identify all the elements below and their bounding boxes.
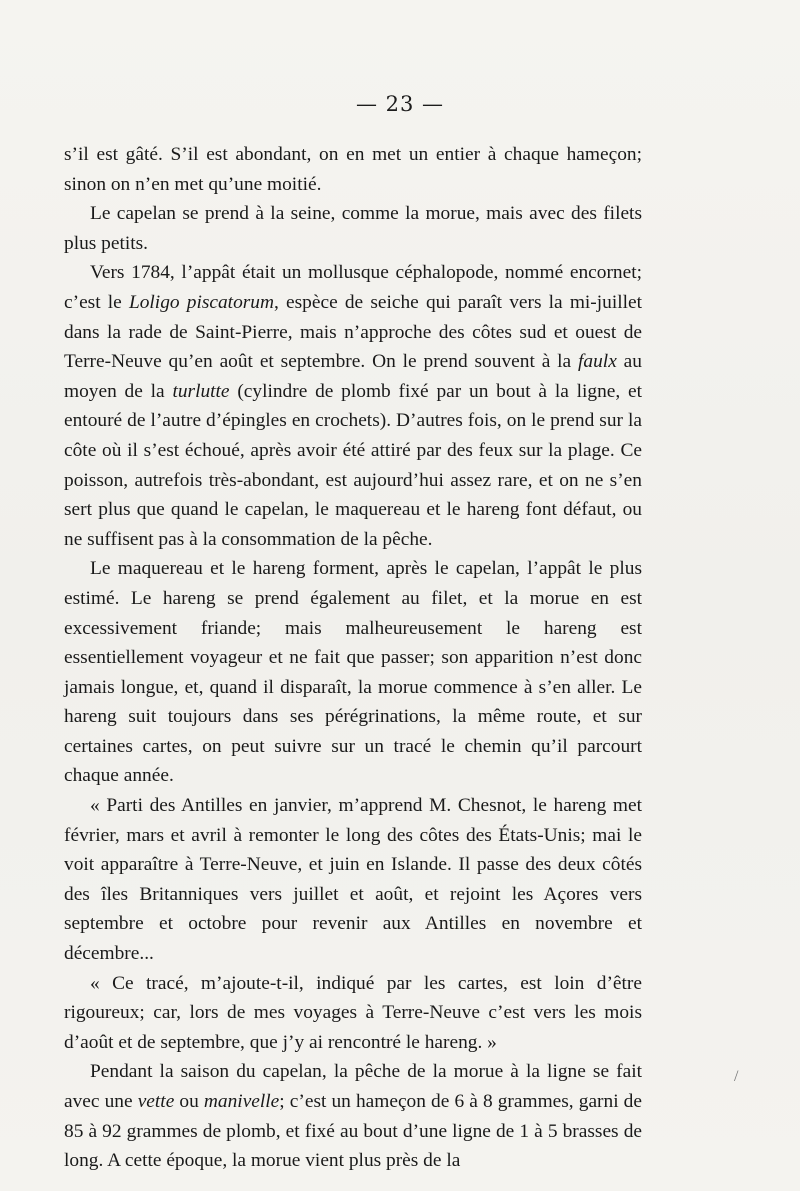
paragraph (64, 969, 642, 1058)
paragraph (64, 258, 642, 554)
text-segment: (cylindre de plomb fixé par un bout à la ligne, et entouré de l’autre d’épingles en crochets). D’autres fois, on le prend sur la côte où il s’est échoué, après avoir été attiré par des feux sur la plage. Ce poisson, autrefois très-abondant, est aujourd’hui assez rare, et on ne s’en sert plus que quand le capelan, le maquereau et le hareng font défaut, ou ne suffisent pas à la consommation de la pêche. (64, 380, 642, 550)
paragraph (64, 1057, 642, 1175)
italic-term: faulx (578, 351, 617, 373)
text-segment: au moyen de la (64, 351, 642, 402)
paragraph (64, 199, 642, 258)
text-segment: Vers 1784, l’appât était un mollusque céphalopode, nommé encornet; c’est le (64, 262, 642, 313)
page-number: — 23 — (355, 92, 445, 116)
paragraph (64, 791, 642, 969)
text-segment: , espèce de seiche qui paraît vers la mi-juillet dans la rade de Saint-Pierre, mais n’approche des côtes sud et ouest de Terre-Neuve qu’en août et septembre. On le prend souvent à la (64, 291, 642, 373)
italic-term: Loligo piscatorum (128, 291, 275, 313)
text-segment: Pendant la saison du capelan, la pêche de la morue à la ligne se fait avec une (64, 1061, 642, 1112)
margin-mark: / (734, 1068, 739, 1085)
text-segment: « Parti des Antilles en janvier, m’apprend M. Chesnot, le hareng met février, mars et avril à remonter le long des côtes des États-Unis; mai le voit apparaître à Terre-Neuve, et juin en Islande. Il passe des deux côtés des îles Britanniques vers juillet et août, et rejoint les Açores vers septembre et octobre pour revenir aux Antilles en novembre et décembre... (64, 795, 642, 965)
paragraph (64, 554, 642, 791)
text-segment: ; c’est un hameçon de 6 à 8 grammes, garni de 85 à 92 grammes de plomb, et fixé au bout d’une ligne de 1 à 5 brasses de long. A cette époque, la morue vient plus près de la (64, 1091, 642, 1172)
text-segment: « Ce tracé, m’ajoute-t-il, indiqué par les cartes, est loin d’être rigoureux; car, lors de mes voyages à Terre-Neuve c’est vers les mois d’août et de septembre, que j’y ai rencontré le hareng. » (64, 972, 642, 1053)
text-segment: Le maquereau et le hareng forment, après le capelan, l’appât le plus estimé. Le hareng se prend également au filet, et la morue en est excessivement friande; mais malheureusement le hareng est essentiellement voyageur et ne fait que passer; son apparition n’est donc jamais longue, et, quand il disparaît, la morue commence à s’en aller. Le hareng suit toujours dans ses pérégrinations, la même route, et sur certaines cartes, on peut suivre sur un tracé le chemin qu’il parcourt chaque année. (64, 558, 642, 787)
text-segment: ou (174, 1091, 204, 1112)
italic-term: manivelle (203, 1091, 280, 1112)
text-segment: s’il est gâté. S’il est abondant, on en met un entier à chaque hameçon; sinon on n’en met qu’une moitié. (64, 144, 642, 195)
text-segment: Le capelan se prend à la seine, comme la morue, mais avec des filets plus petits. (64, 203, 642, 254)
body-text (64, 140, 642, 1176)
italic-term: turlutte (172, 380, 230, 402)
paragraph (64, 140, 642, 199)
italic-term: vette (137, 1091, 175, 1112)
